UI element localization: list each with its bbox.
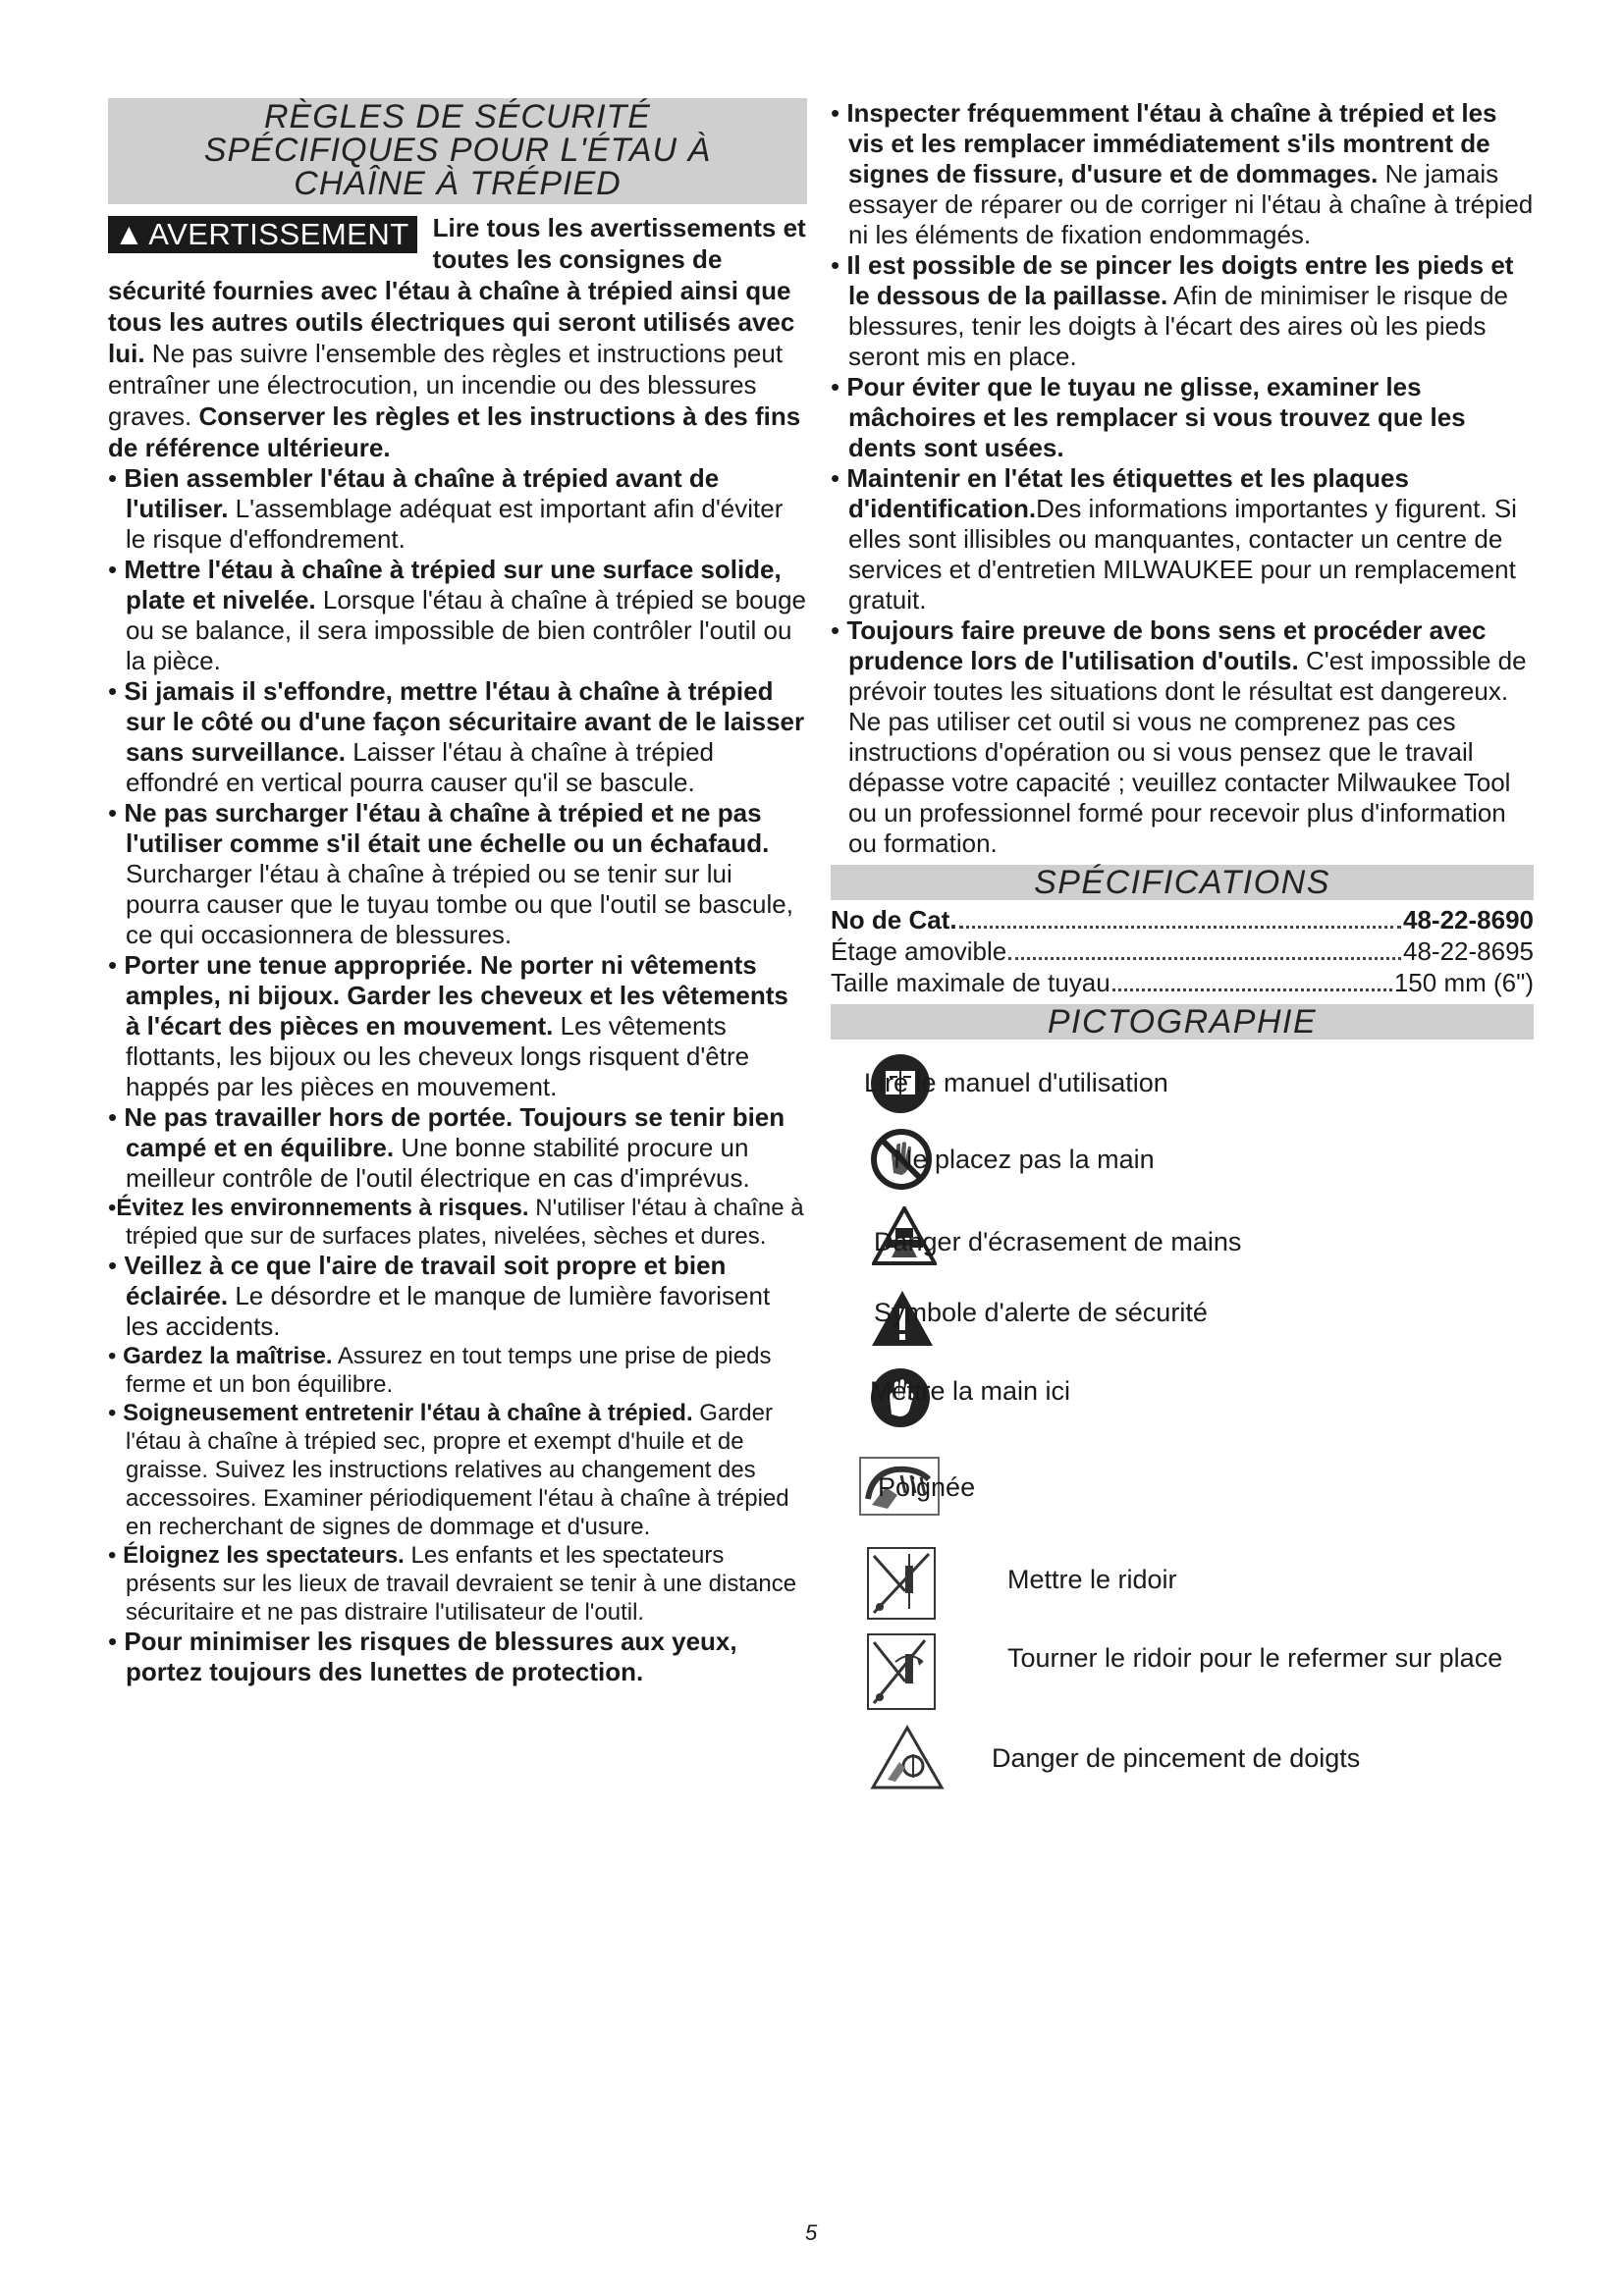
list-item: • Gardez la maîtrise. Assurez en tout temps une prise de pieds ferme et un bon équilibre. bbox=[108, 1343, 772, 1398]
picto-label: Mettre la main ici bbox=[870, 1376, 1071, 1406]
list-item: • Pour éviter que le tuyau ne glisse, examiner les mâchoires et les remplacer si vous trouvez que les dents sont usées. bbox=[831, 372, 1466, 462]
list-item: • Ne pas surcharger l'étau à chaîne à trépied et ne pas l'utiliser comme s'il était une échelle ou un échafaud. Surcharger l'étau à chaîne à trépied ou se tenir sur lui pourra causer que le tuyau tombe ou que l'outil se bascule, ce qui occasionnera de blessures. bbox=[108, 798, 793, 949]
safety-rules-title bbox=[108, 98, 807, 204]
list-item: • Mettre l'étau à chaîne à trépied sur une surface solide, plate et nivelée. Lorsque l'étau à chaîne à trépied se bouge ou se balance, il sera impossible de bien contrôler l'outil ou la pièce. bbox=[108, 555, 806, 675]
list-item: • Bien assembler l'étau à chaîne à trépied avant de l'utiliser. L'assemblage adéquat est important afin d'éviter le risque d'effondrement. bbox=[108, 463, 784, 554]
left-bullet-list bbox=[108, 463, 807, 1687]
finger-pinch-icon bbox=[870, 1725, 945, 1791]
turn-turnbuckle-icon bbox=[866, 1632, 937, 1711]
specifications-heading: SPÉCIFICATIONS bbox=[831, 865, 1534, 900]
left-column bbox=[108, 98, 807, 1687]
right-column bbox=[831, 98, 1534, 1773]
list-item: • Ne pas travailler hors de portée. Toujours se tenir bien campé et en équilibre. Une bonne stabilité procure un meilleur contrôle de l'outil électrique en cas d'imprévus. bbox=[108, 1102, 785, 1193]
warning-badge-label: AVERTISSEMENT bbox=[148, 217, 409, 251]
picto-label: Symbole d'alerte de sécurité bbox=[874, 1298, 1208, 1327]
page-number: 5 bbox=[805, 2220, 818, 2245]
title-line-2: SPÉCIFIQUES POUR L'ÉTAU À bbox=[203, 132, 712, 169]
list-item: • Porter une tenue appropriée. Ne porter ni vêtements amples, ni bijoux. Garder les cheveux et les vêtements à l'écart des pièces en mouvement. Les vêtements flottants, les bijoux ou les cheveux longs risquent d'être happés par les pièces en mouvement. bbox=[108, 950, 788, 1101]
pictography-heading: PICTOGRAPHIE bbox=[831, 1004, 1534, 1040]
set-turnbuckle-icon bbox=[866, 1546, 937, 1621]
picto-label: Mettre le ridoir bbox=[1007, 1565, 1177, 1594]
list-item: •Évitez les environnements à risques. N'utiliser l'étau à chaîne à trépied que sur de surfaces plates, nivelées, sèches et dures. bbox=[108, 1195, 804, 1250]
picto-label: Danger d'écrasement de mains bbox=[874, 1227, 1242, 1256]
list-item: • Pour minimiser les risques de blessures aux yeux, portez toujours des lunettes de protection. bbox=[108, 1627, 737, 1686]
picto-label: Tourner le ridoir pour le refermer sur place bbox=[1007, 1643, 1503, 1673]
title-line-1: RÈGLES DE SÉCURITÉ bbox=[264, 98, 651, 135]
list-item: • Éloignez les spectateurs. Les enfants et les spectateurs présents sur les lieux de travail devraient se tenir à une distance sécuritaire et ne pas distraire l'utilisateur de l'outil. bbox=[108, 1542, 797, 1626]
spec-row: No de Cat. 48-22-8690 bbox=[831, 905, 1534, 934]
picto-label: Danger de pincement de doigts bbox=[992, 1743, 1361, 1773]
list-item: • Soigneusement entretenir l'étau à chaîne à trépied. Garder l'étau à chaîne à trépied sec, propre et exempt d'huile et de graisse. Suivez les instructions relatives au changement des accessoires. Examiner périodiquement l'étau à chaîne à trépied en recherchant de signes de dommage et d'usure. bbox=[108, 1400, 789, 1540]
picto-label: Ne placez pas la main bbox=[893, 1145, 1155, 1174]
right-bullet-list bbox=[831, 98, 1534, 859]
intro-text: Ne pas suivre l'ensemble des règles et instructions peut entraîner une électrocution, un incendie ou des blessures graves. bbox=[108, 339, 784, 431]
picto-label: Lire le manuel d'utilisation bbox=[864, 1068, 1168, 1097]
warning-badge bbox=[108, 216, 417, 253]
warning-triangle-icon: ▲ bbox=[114, 217, 145, 251]
intro-bold: Lire tous les avertissements et toutes les consignes de sécurité fournies avec l'étau à chaîne à trépied ainsi que tous les autres outils électriques qui seront utilisés avec lui. bbox=[108, 213, 806, 368]
list-item: • Il est possible de se pincer les doigts entre les pieds et le dessous de la paillasse. Afin de minimiser le risque de blessures, tenir les doigts à l'écart des aires où les pieds seront mis en place. bbox=[831, 250, 1514, 371]
spec-row: Taille maximale de tuyau 150 mm (6") bbox=[831, 968, 1534, 997]
list-item: • Maintenir en l'état les étiquettes et les plaques d'identification.Des informations importantes y figurent. Si elles sont illisibles ou manquantes, contacter un centre de services et d'entretien MILWAUKEE pour un remplacement gratuit. bbox=[831, 463, 1517, 614]
spec-row: Étage amovible 48-22-8695 bbox=[831, 936, 1534, 966]
intro-bold-2: Conserver les règles et les instructions à des fins de référence ultérieure. bbox=[108, 401, 801, 462]
warning-intro bbox=[108, 212, 807, 463]
list-item: • Si jamais il s'effondre, mettre l'étau à chaîne à trépied sur le côté ou d'une façon sécuritaire avant de le laisser sans surveillance. Laisser l'étau à chaîne à trépied effondré en vertical pourra causer qu'il se bascule. bbox=[108, 676, 805, 797]
picto-label: Poignée bbox=[878, 1472, 976, 1502]
list-item: • Veillez à ce que l'aire de travail soit propre et bien éclairée. Le désordre et le manque de lumière favorisent les accidents. bbox=[108, 1251, 771, 1341]
title-line-3: CHAÎNE À TRÉPIED bbox=[294, 165, 622, 202]
list-item: • Inspecter fréquemment l'étau à chaîne à trépied et les vis et les remplacer immédiatement s'ils montrent de signes de fissure, d'usure et de dommages. Ne jamais essayer de réparer ou de corriger ni l'étau à chaîne à trépied ni les éléments de fixation endommagés. bbox=[831, 98, 1534, 249]
specifications-table bbox=[831, 904, 1534, 998]
list-item: • Toujours faire preuve de bons sens et procéder avec prudence lors de l'utilisation d'outils. C'est impossible de prévoir toutes les situations dont le résultat est dangereux. Ne pas utiliser cet outil si vous ne comprenez pas ces instructions d'opération ou si vous pensez que le travail dépasse votre capacité ; veuillez contacter Milwaukee Tool ou un professionnel formé pour recevoir plus d'information ou formation. bbox=[831, 615, 1527, 858]
